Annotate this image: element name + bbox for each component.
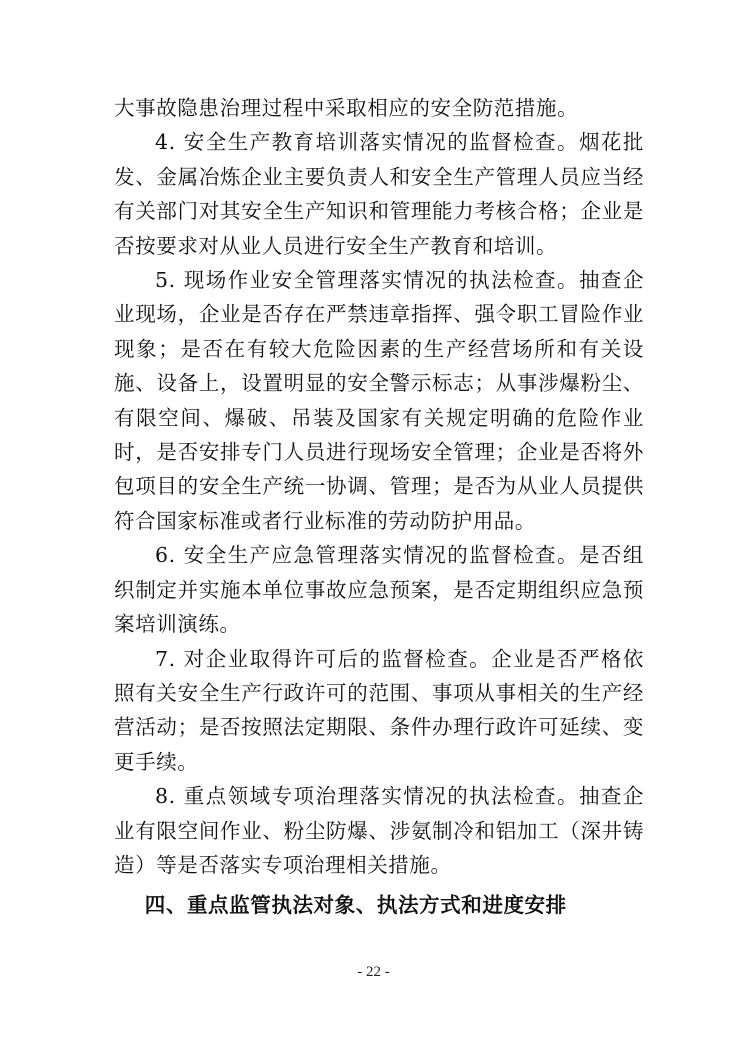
paragraph-item-6: 6. 安全生产应急管理落实情况的监督检查。是否组织制定并实施本单位事故应急预案，是否定期组织应急预案培训演练。: [114, 543, 644, 637]
paragraph-continued: 大事故隐患治理过程中采取相应的安全防范措施。: [114, 96, 579, 120]
paragraph-item-8: 8. 重点领域专项治理落实情况的执法检查。抽查企业有限空间作业、粉尘防爆、涉氨制冷和铝加工（深井铸造）等是否落实专项治理相关措施。: [114, 784, 644, 877]
paragraph-item-7: 7. 对企业取得许可后的监督检查。企业是否严格依照有关安全生产行政许可的范围、事项从事相关的生产经营活动；是否按照法定期限、条件办理行政许可延续、变更手续。: [114, 646, 644, 774]
paragraph-item-4: 4. 安全生产教育培训落实情况的监督检查。烟花批发、金属冶炼企业主要负责人和安全生产管理人员应当经有关部门对其安全生产知识和管理能力考核合格；企业是否按要求对从业人员进行安全生产教育和培训。: [114, 130, 644, 258]
paragraph-item-5: 5. 现场作业安全管理落实情况的执法检查。抽查企业现场，企业是否存在严禁违章指挥、强令职工冒险作业现象；是否在有较大危险因素的生产经营场所和有关设施、设备上，设置明显的安全警示标志；从事涉爆粉尘、有限空间、爆破、吊装及国家有关规定明确的危险作业时，是否安排专门人员进行现场安全管理；企业是否将外包项目的安全生产统一协调、管理；是否为从业人员提供符合国家标准或者行业标准的劳动防护用品。: [114, 268, 644, 533]
page-number: - 22 -: [357, 964, 390, 980]
section-heading: 四、重点监管执法对象、执法方式和进度安排: [144, 893, 567, 918]
body-text: [114, 91, 644, 924]
